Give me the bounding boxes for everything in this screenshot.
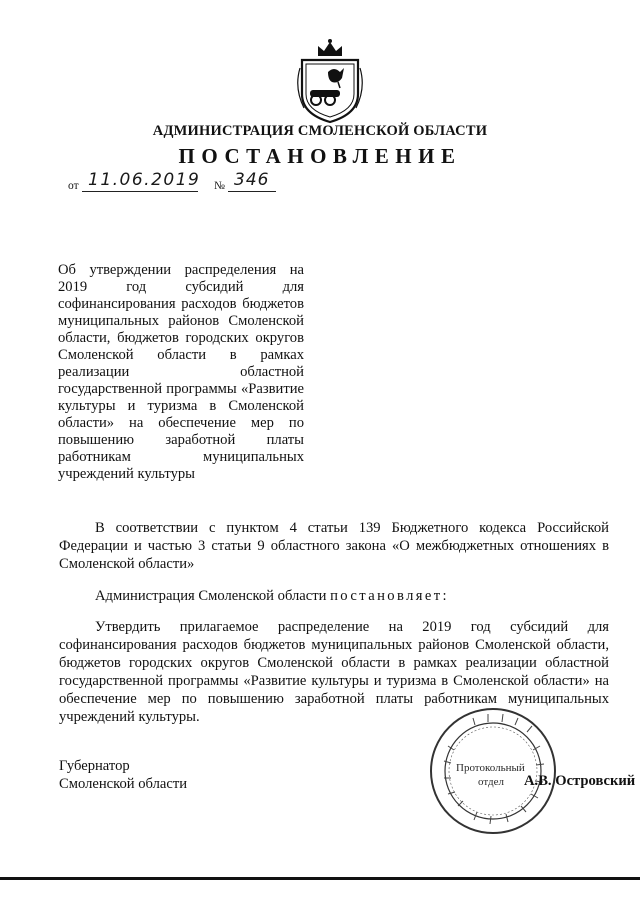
bottom-rule <box>0 877 640 880</box>
resolution-paragraph <box>59 587 609 605</box>
number-value: 346 <box>234 170 270 190</box>
resolution-verb: постановляет: <box>330 588 449 604</box>
legal-basis-paragraph: В соответствии с пунктом 4 статьи 139 Бюджетного кодекса Российской Федерации и частью 3 статьи 9 областного закона «О межбюджетных отношениях в Смоленской области» <box>59 520 609 572</box>
date-underline <box>82 191 198 192</box>
date-label: от <box>68 180 79 192</box>
number-label: № <box>214 180 225 192</box>
coat-of-arms-icon <box>294 38 366 124</box>
position-line-2: Смоленской области <box>59 776 188 792</box>
stamp-text-line1: Протокольный <box>456 762 525 774</box>
document-type: ПОСТАНОВЛЕНИЕ <box>178 144 462 168</box>
signatory-position <box>59 757 187 793</box>
resolution-subject: Администрация Смоленской области <box>95 588 327 604</box>
organization-name: АДМИНИСТРАЦИЯ СМОЛЕНСКОЙ ОБЛАСТИ <box>152 123 488 139</box>
position-line-1: Губернатор <box>59 758 130 774</box>
date-value: 11.06.2019 <box>88 170 201 190</box>
document-subject: Об утверждении распределения на 2019 год субсидий для софинансирования расходов бюджетов муниципальных районов Смоленской области, бюджетов городских округов Смоленской области в рамках реализации областной государственной программы «Развитие культуры и туризма в Смоленской области» на обеспечение мер по повышению заработной платы работникам муниципальных учреждений культуры <box>58 262 304 482</box>
signatory-name: А.В. Островский <box>524 773 636 789</box>
number-underline <box>228 191 276 192</box>
decision-paragraph: Утвердить прилагаемое распределение на 2019 год субсидий для софинансирования расходов бюджетов муниципальных районов Смоленской области, бюджетов городских округов Смоленской области в рамках реализации областной государственной программы «Развитие культуры и туризма в Смоленской области» на обеспечение мер по повышению заработной платы работникам муниципальных учреждений культуры. <box>59 619 609 725</box>
stamp-text-line2: отдел <box>478 776 504 788</box>
